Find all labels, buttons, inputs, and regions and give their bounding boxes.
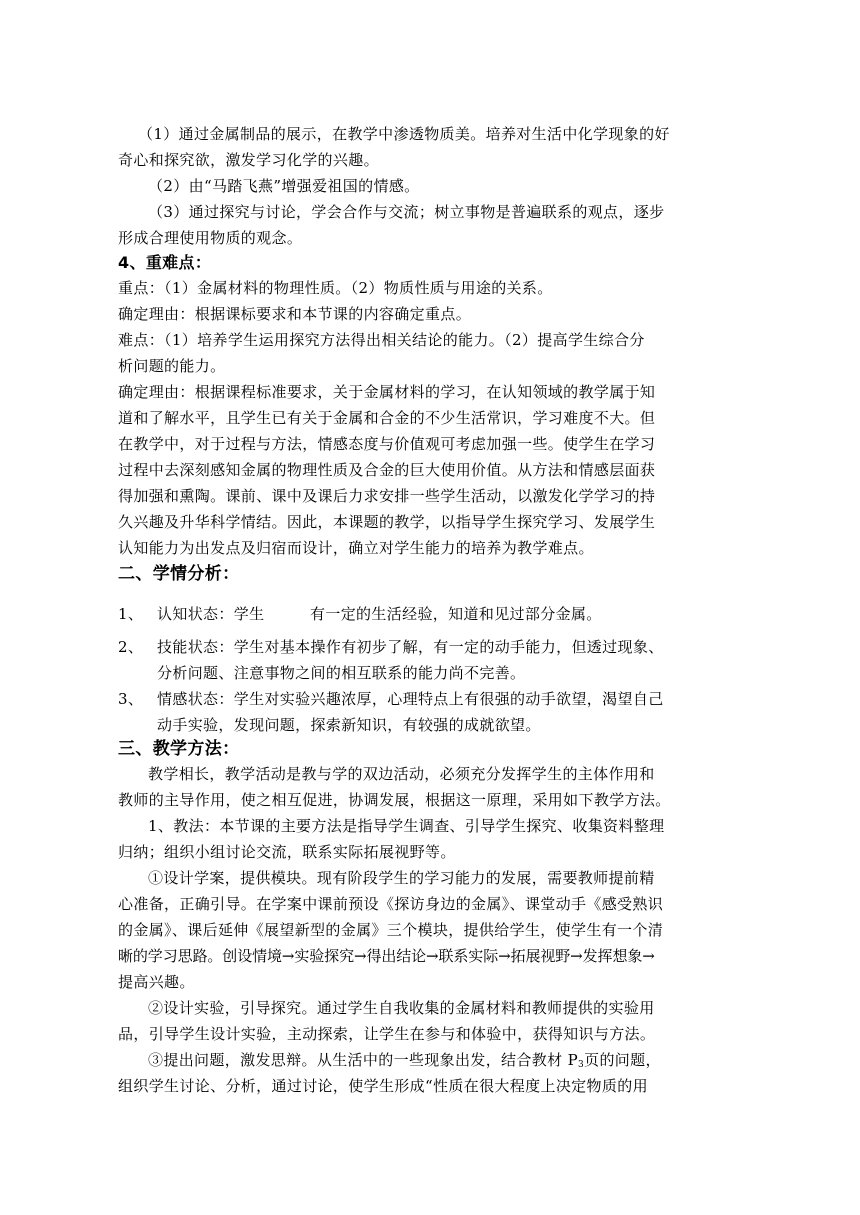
key-points-heading: 4、重难点： <box>118 253 212 272</box>
method-1-point-1-line-5: 提高兴趣。 <box>118 973 195 991</box>
analysis-item-3-line-1: 情感状态：学生对实验兴趣浓厚，心理特点上有很强的动手欲望，渴望自己 <box>157 690 664 708</box>
method-1-point-1-line-2: 心准备，正确引导。在学案中课前预设《探访身边的金属》、课堂动手《感受熟识 <box>118 895 664 913</box>
method-1-point-2-line-1: ②设计实验，引导探究。通过学生自我收集的金属材料和教师提供的实验用 <box>148 999 655 1017</box>
method-1-point-1-line-4: 晰的学习思路。创设情境→实验探究→得出结论→联系实际→拓展视野→发挥想象→ <box>118 947 655 965</box>
difficulty-line-2: 析问题的能力。 <box>118 357 226 375</box>
goal-line-2: 奇心和探究欲，激发学习化学的兴趣。 <box>118 151 379 169</box>
analysis-item-1-text-a: 认知状态：学生 <box>157 605 265 623</box>
goal-line-4: （3）通过探究与讨论，学会合作与交流；树立事物是普遍联系的观点，逐步 <box>148 203 665 221</box>
method-1-line-2: 归纳；组织小组讨论交流，联系实际拓展视野等。 <box>118 843 456 861</box>
analysis-item-3-line-2: 动手实验，发现问题，探索新知识，有较强的成就欲望。 <box>157 716 541 734</box>
analysis-item-1-number: 1、 <box>118 605 144 623</box>
goal-line-5: 形成合理使用物质的观念。 <box>118 229 303 247</box>
reason-line: 道和了解水平，且学生已有关于金属和合金的不少生活常识，学习难度不大。但 <box>118 409 656 427</box>
methods-intro-line-2: 教师的主导作用，使之相互促进，协调发展，根据这一原理，采用如下教学方法。 <box>118 791 671 809</box>
reason-line: 得加强和熏陶。课前、课中及课后力求安排一些学生活动，以激发化学学习的持 <box>118 487 656 505</box>
reason-line: 久兴趣及升华科学情结。因此，本课题的教学，以指导学生探究学习、发展学生 <box>118 513 656 531</box>
method-1-point-3-text-a: ③提出问题，激发思辩。从生活中的一些现象出发，结合教材 P <box>148 1051 579 1069</box>
method-1-point-1-line-3: 的金属》、课后延伸《展望新型的金属》三个模块，提供给学生，使学生有一个清 <box>118 921 664 939</box>
reason-line: 确定理由：根据课程标准要求，关于金属材料的学习，在认知领域的教学属于知 <box>118 383 656 401</box>
method-1-point-2-line-2: 品，引导学生设计实验，主动探索，让学生在参与和体验中，获得知识与方法。 <box>118 1025 656 1043</box>
difficulty-line-1: 难点：（1）培养学生运用探究方法得出相关结论的能力。（2）提高学生综合分 <box>118 331 645 349</box>
analysis-item-2-line-1: 技能状态：学生对基本操作有初步了解，有一定的动手能力，但透过现象、 <box>157 638 664 656</box>
analysis-heading: 二、学情分析： <box>118 564 240 584</box>
methods-intro-line-1: 教学相长，教学活动是教与学的双边活动，必须充分发挥学生的主体作用和 <box>148 765 655 783</box>
analysis-item-3-number: 3、 <box>118 690 144 708</box>
methods-heading: 三、教学方法： <box>118 739 240 759</box>
method-1-point-1-line-1: ①设计学案，提供模块。现有阶段学生的学习能力的发展，需要教师提前精 <box>148 869 655 887</box>
focus-reason: 确定理由：根据课标要求和本节课的内容确定重点。 <box>118 305 472 323</box>
focus-text: 重点：（1）金属材料的物理性质。（2）物质性质与用途的关系。 <box>118 279 553 297</box>
reason-line: 过程中去深刻感知金属的物理性质及合金的巨大使用价值。从方法和情感层面获 <box>118 461 656 479</box>
goal-line-3: （2）由“马踏飞燕”增强爱祖国的情感。 <box>148 177 420 195</box>
analysis-item-1-text-b: 有一定的生活经验，知道和见过部分金属。 <box>310 605 602 623</box>
method-1-point-3-text-b: 页的问题， <box>584 1051 661 1069</box>
analysis-item-2-line-2: 分析问题、注意事物之间的相互联系的能力尚不完善。 <box>157 664 526 682</box>
reason-line: 在教学中，对于过程与方法，情感态度与价值观可考虑加强一些。使学生在学习 <box>118 435 656 453</box>
page-subscript: 3 <box>578 1060 585 1070</box>
method-1-line-1: 1、教法：本节课的主要方法是指导学生调查、引导学生探究、收集资料整理 <box>148 817 665 835</box>
method-1-point-3-line-1 <box>148 1048 661 1077</box>
analysis-item-2-number: 2、 <box>118 638 144 656</box>
method-1-point-3-line-2: 组织学生讨论、分析，通过讨论，使学生形成“性质在很大程度上决定物质的用 <box>118 1077 648 1095</box>
reason-line: 认知能力为出发点及归宿而设计，确立对学生能力的培养为教学难点。 <box>118 539 594 557</box>
goal-line-1: （1）通过金属制品的展示，在教学中渗透物质美。培养对生活中化学现象的好 <box>138 125 670 143</box>
